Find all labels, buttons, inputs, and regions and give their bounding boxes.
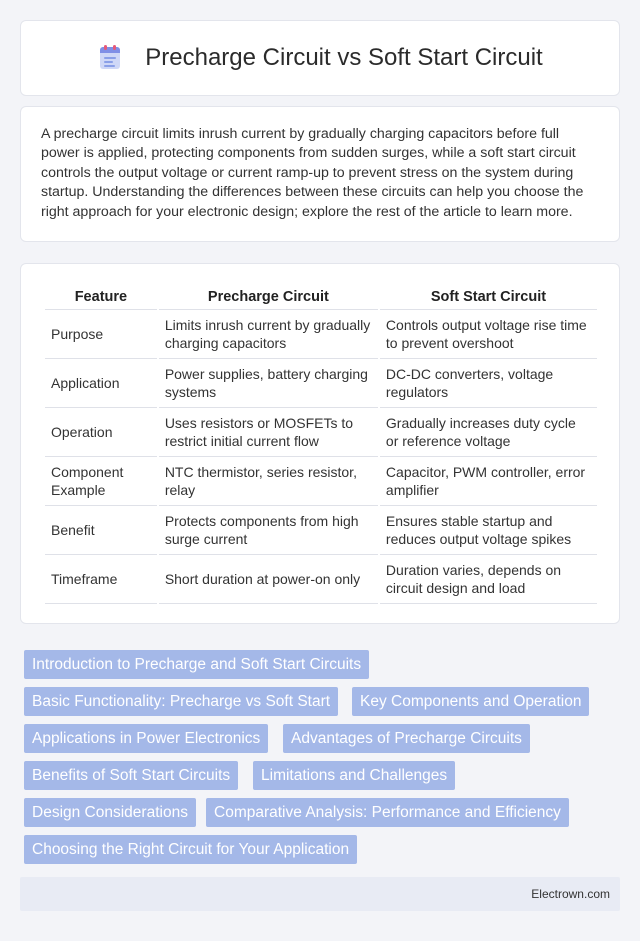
calendar-icon — [97, 45, 123, 71]
table-row — [45, 408, 597, 457]
link-introduction[interactable]: Introduction to Precharge and Soft Start Circuits — [24, 650, 369, 679]
cell-precharge: NTC thermistor, series resistor, relay — [159, 457, 378, 506]
cell-feature: Component Example — [45, 457, 157, 506]
cell-soft-start: Ensures stable startup and reduces output voltage spikes — [380, 506, 597, 555]
intro-paragraph: A precharge circuit limits inrush current by gradually charging capacitors before full power is applied, protecting components from sudden surges, while a soft start circuit controls the output voltage or current ramp-up to prevent stress on the system during startup. Understanding the differences between these circuits can help you choose the right approach for your electronic design; explore the rest of the article to learn more. — [41, 126, 584, 220]
comparison-table — [43, 284, 599, 604]
cell-precharge: Uses resistors or MOSFETs to restrict initial current flow — [159, 408, 378, 457]
footer-site-name: Electrown.com — [531, 887, 610, 901]
cell-soft-start: Gradually increases duty cycle or reference voltage — [380, 408, 597, 457]
link-advantages-precharge[interactable]: Advantages of Precharge Circuits — [283, 724, 530, 753]
link-choosing-circuit[interactable]: Choosing the Right Circuit for Your Application — [24, 835, 357, 864]
cell-precharge: Protects components from high surge current — [159, 506, 378, 555]
cell-soft-start: Duration varies, depends on circuit design and load — [380, 555, 597, 604]
cell-precharge: Short duration at power-on only — [159, 555, 378, 604]
link-basic-functionality[interactable]: Basic Functionality: Precharge vs Soft Start — [24, 687, 338, 716]
table-row — [45, 457, 597, 506]
cell-feature: Benefit — [45, 506, 157, 555]
header-soft-start: Soft Start Circuit — [380, 284, 597, 310]
cell-soft-start: Capacitor, PWM controller, error amplifier — [380, 457, 597, 506]
table-row — [45, 506, 597, 555]
cell-feature: Purpose — [45, 310, 157, 359]
cell-precharge: Limits inrush current by gradually charging capacitors — [159, 310, 378, 359]
table-row — [45, 310, 597, 359]
comparison-table-card — [20, 263, 620, 624]
cell-precharge: Power supplies, battery charging systems — [159, 359, 378, 408]
table-row — [45, 555, 597, 604]
cell-feature: Operation — [45, 408, 157, 457]
title-card — [20, 20, 620, 96]
link-benefits-soft-start[interactable]: Benefits of Soft Start Circuits — [24, 761, 238, 790]
page-title: Precharge Circuit vs Soft Start Circuit — [145, 44, 543, 71]
header-precharge: Precharge Circuit — [159, 284, 378, 310]
intro-card — [20, 106, 620, 242]
link-design-considerations[interactable]: Design Considerations — [24, 798, 196, 827]
cell-soft-start: DC-DC converters, voltage regulators — [380, 359, 597, 408]
link-limitations[interactable]: Limitations and Challenges — [253, 761, 455, 790]
link-key-components[interactable]: Key Components and Operation — [352, 687, 589, 716]
footer — [20, 877, 620, 911]
table-header-row — [45, 284, 597, 310]
header-feature: Feature — [45, 284, 157, 310]
link-applications[interactable]: Applications in Power Electronics — [24, 724, 268, 753]
table-row — [45, 359, 597, 408]
link-comparative-analysis[interactable]: Comparative Analysis: Performance and Efficiency — [206, 798, 569, 827]
cell-feature: Timeframe — [45, 555, 157, 604]
cell-soft-start: Controls output voltage rise time to prevent overshoot — [380, 310, 597, 359]
cell-feature: Application — [45, 359, 157, 408]
